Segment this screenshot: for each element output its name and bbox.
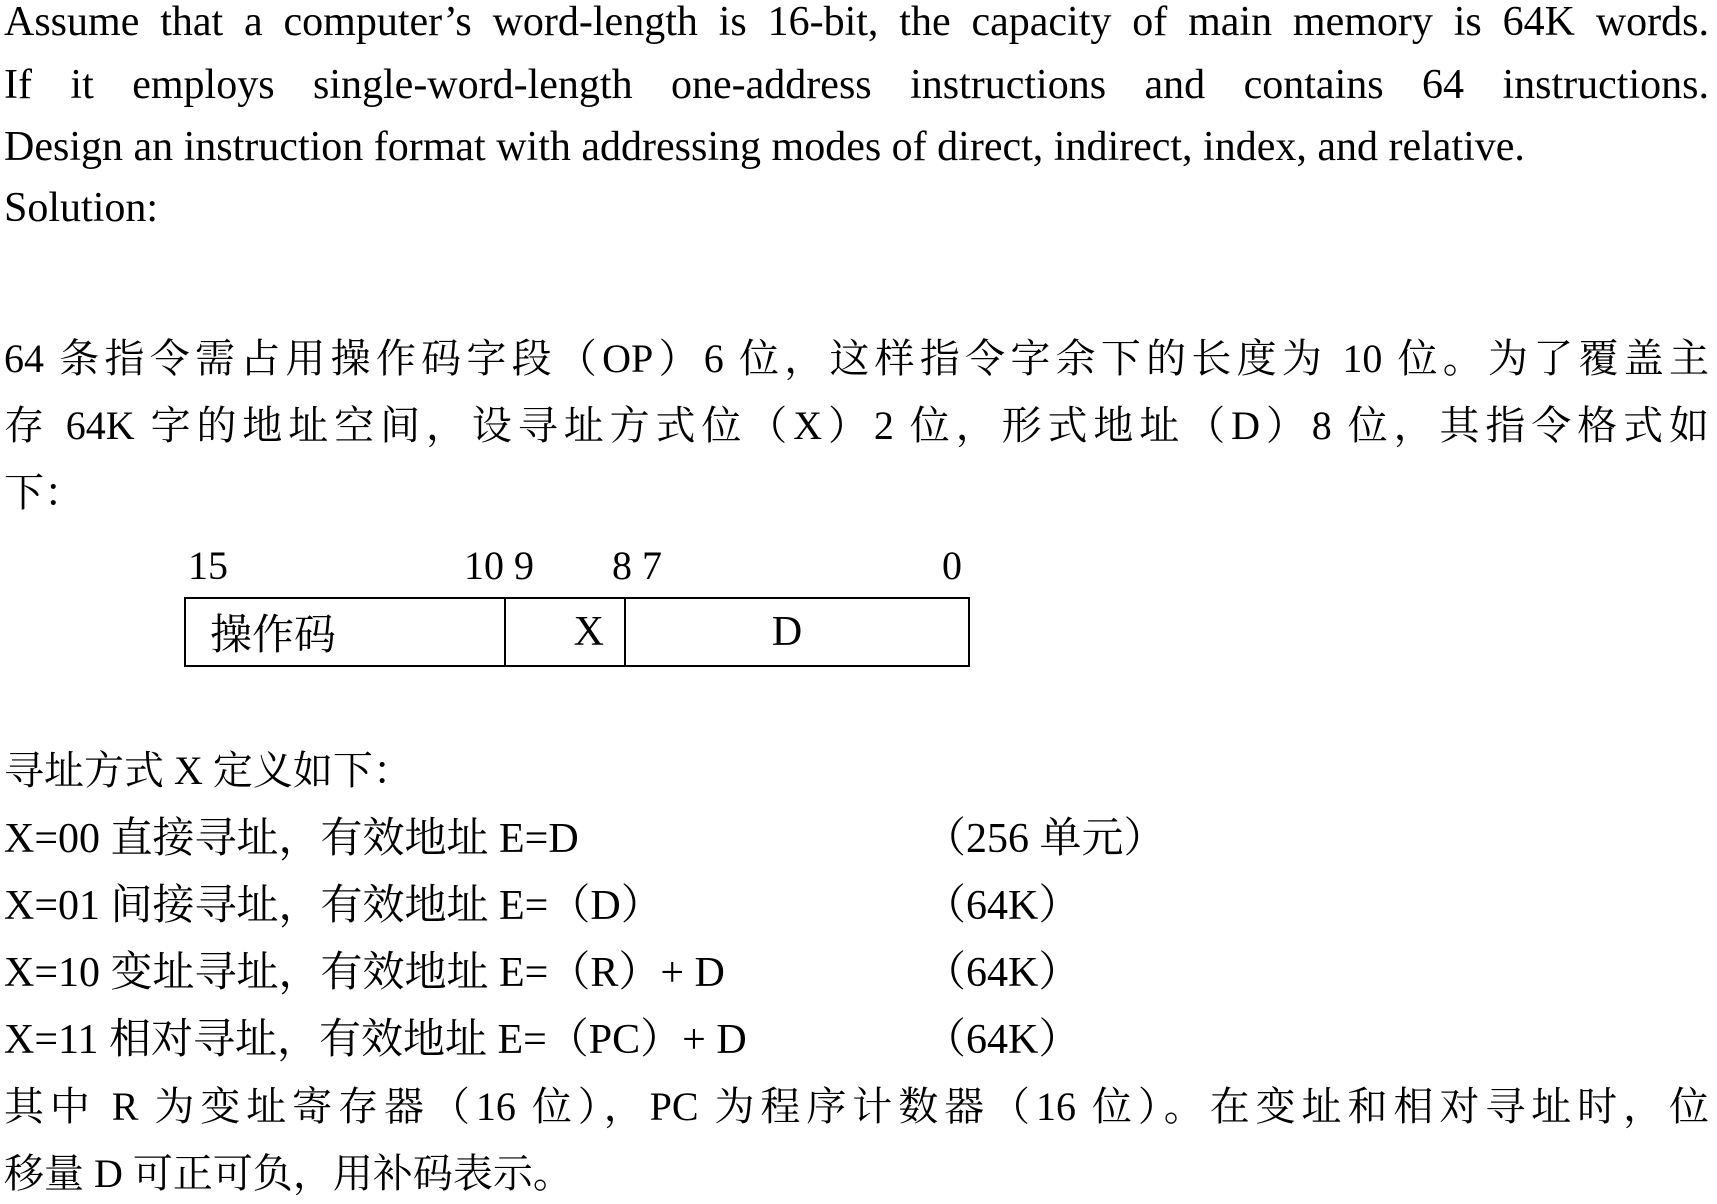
solution-line-2: 存 64K 字的地址空间，设寻址方式位（X）2 位，形式地址（D）8 位，其指令格式如 bbox=[4, 403, 1709, 448]
bit-label-8-7: 8 7 bbox=[612, 543, 662, 588]
note-line-1: 其中 R 为变址寄存器（16 位），PC 为程序计数器（16 位）。在变址和相对寻址时，位 bbox=[4, 1084, 1709, 1129]
bit-label-0: 0 bbox=[942, 543, 962, 588]
mode-range: （64K） bbox=[924, 883, 1081, 929]
question-line-2: If it employs single-word-length one-address instructions and contains 64 instructions. bbox=[4, 62, 1709, 108]
instruction-format-table bbox=[184, 597, 970, 667]
question-line-1: Assume that a computer’s word-length is 16-bit, the capacity of main memory is 64K words. bbox=[4, 0, 1709, 45]
mode-range: （64K） bbox=[924, 1017, 1081, 1063]
solution-line-3: 下： bbox=[4, 470, 84, 515]
mode-description: X=01 间接寻址，有效地址 E=（D） bbox=[4, 883, 663, 929]
mode-description: X=00 直接寻址，有效地址 E=D bbox=[4, 816, 579, 862]
bit-label-10-9: 10 9 bbox=[464, 543, 534, 588]
solution-heading: Solution: bbox=[4, 185, 159, 231]
bit-label-15: 15 bbox=[188, 543, 228, 588]
question-line-3: Design an instruction format with addressing modes of direct, indirect, index, and relative. bbox=[4, 124, 1525, 170]
field-x: X bbox=[506, 599, 626, 665]
modes-heading: 寻址方式 X 定义如下： bbox=[4, 748, 413, 793]
mode-range: （64K） bbox=[924, 950, 1081, 996]
mode-range: （256 单元） bbox=[924, 816, 1166, 862]
field-d: D bbox=[771, 609, 803, 655]
solution-line-1: 64 条指令需占用操作码字段（OP）6 位，这样指令字余下的长度为 10 位。为了覆盖主 bbox=[4, 336, 1709, 381]
mode-description: X=10 变址寻址，有效地址 E=（R）+ D bbox=[4, 950, 725, 996]
field-opcode: 操作码 bbox=[186, 599, 506, 665]
note-line-2: 移量 D 可正可负，用补码表示。 bbox=[4, 1151, 573, 1196]
mode-description: X=11 相对寻址，有效地址 E=（PC）+ D bbox=[4, 1017, 747, 1063]
